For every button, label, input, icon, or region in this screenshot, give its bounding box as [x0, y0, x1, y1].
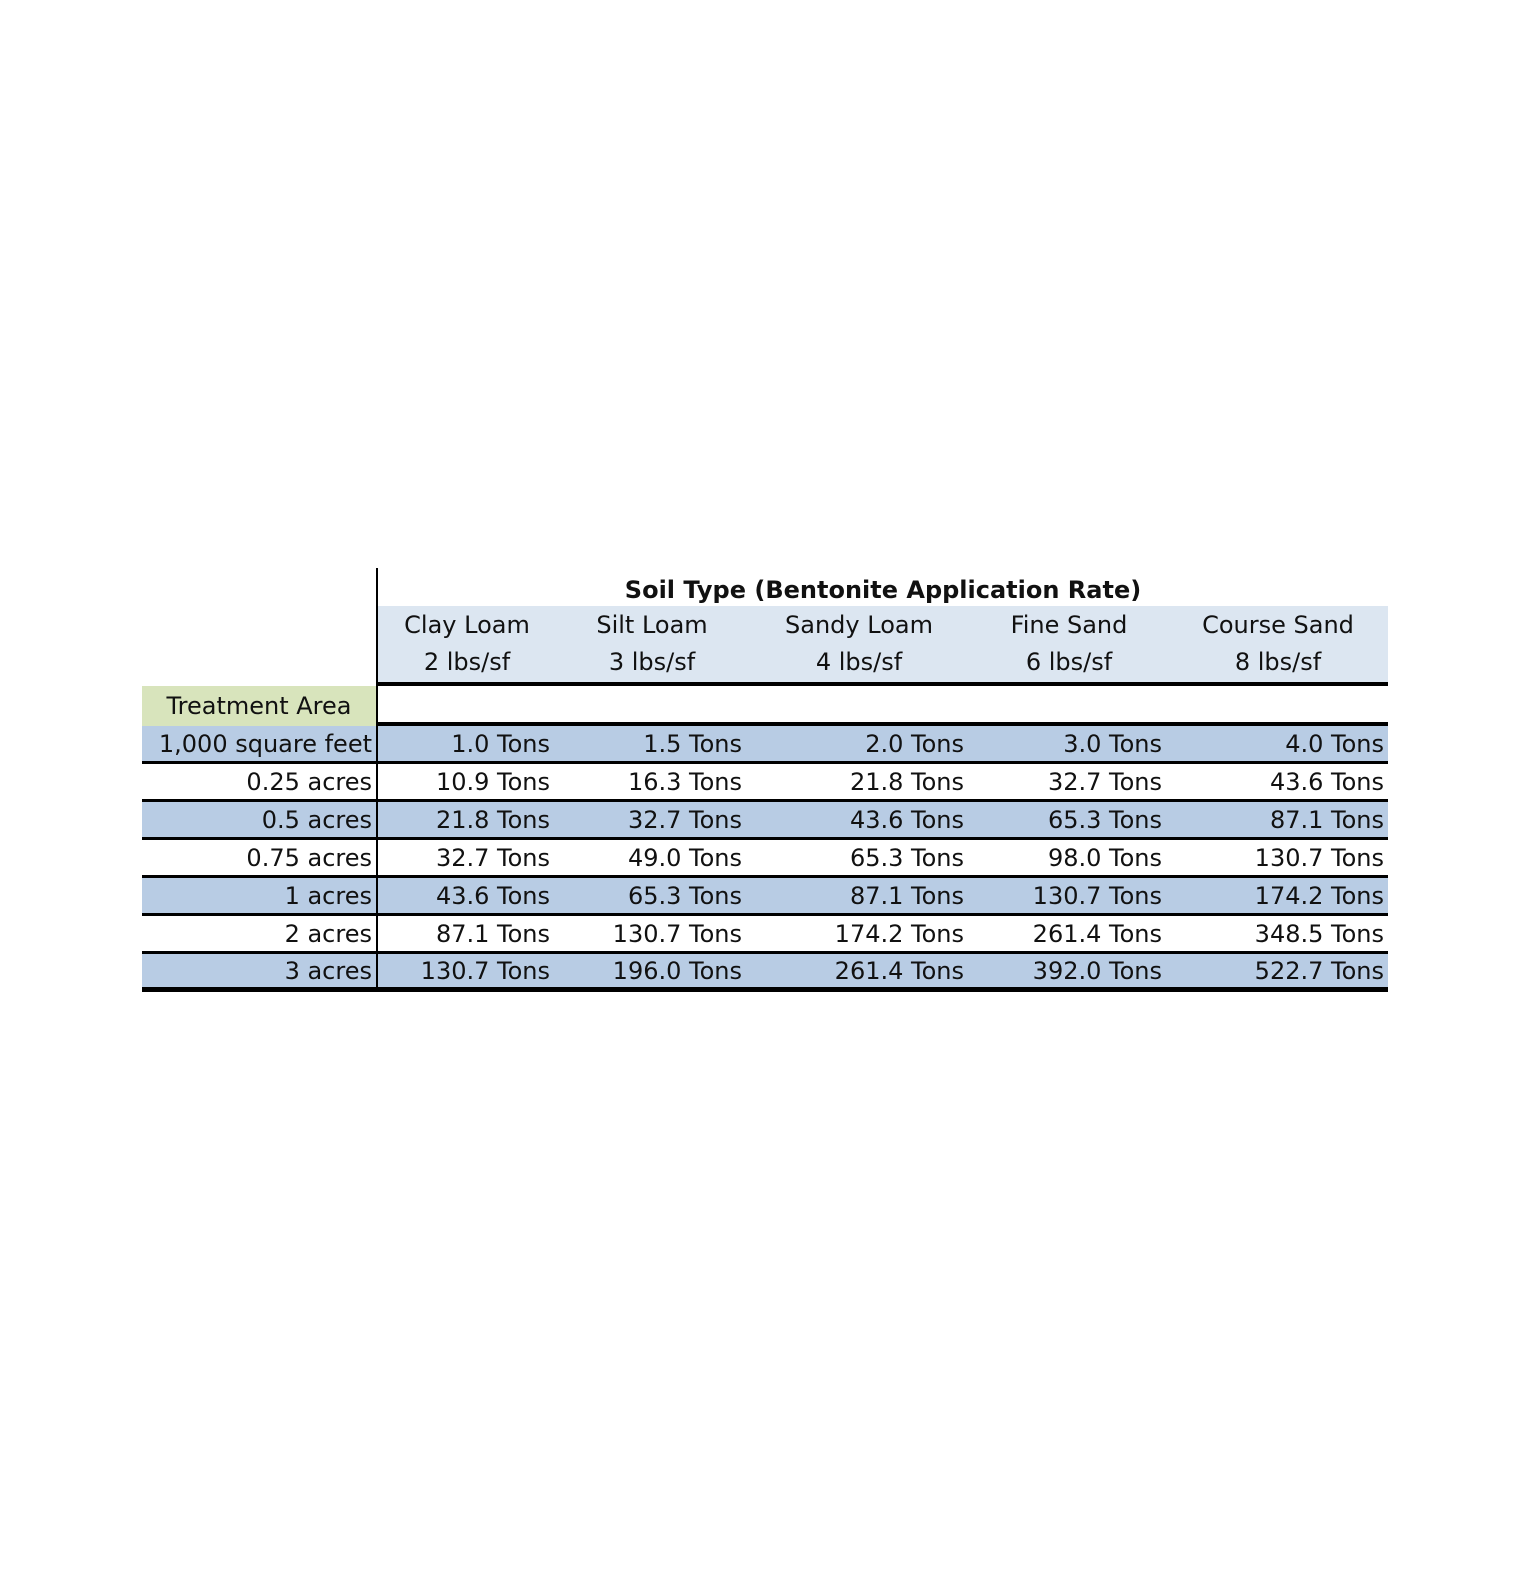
treatment-area-row — [142, 686, 1388, 726]
column-rate: 8 lbs/sf — [1234, 648, 1322, 676]
table-cell: 65.3 Tons — [1047, 805, 1162, 834]
area-label: 0.5 acres — [142, 802, 378, 837]
table-cell: 4.0 Tons — [1285, 729, 1384, 758]
table-cell: 43.6 Tons — [1269, 767, 1384, 796]
corner-blank — [142, 606, 378, 686]
table-cell: 43.6 Tons — [435, 881, 550, 910]
table-cell: 1.0 Tons — [451, 729, 550, 758]
column-header — [378, 606, 556, 682]
table-row — [142, 726, 1388, 764]
table-cell: 32.7 Tons — [435, 843, 550, 872]
table-cell: 1.5 Tons — [643, 729, 742, 758]
table-cell: 16.3 Tons — [627, 767, 742, 796]
column-header — [556, 606, 748, 682]
column-name: Clay Loam — [404, 611, 530, 639]
bentonite-rate-table — [142, 568, 1388, 992]
table-cell: 87.1 Tons — [849, 881, 964, 910]
soil-type-super-header: Soil Type (Bentonite Application Rate) — [624, 576, 1142, 604]
column-header — [970, 606, 1168, 682]
table-row — [142, 840, 1388, 878]
column-rate: 2 lbs/sf — [423, 648, 511, 676]
table-cell: 21.8 Tons — [435, 805, 550, 834]
table-row — [142, 878, 1388, 916]
column-name: Course Sand — [1202, 611, 1354, 639]
table-cell: 3.0 Tons — [1063, 729, 1162, 758]
super-header-row — [142, 568, 1388, 606]
column-rate: 6 lbs/sf — [1025, 648, 1113, 676]
table-cell: 130.7 Tons — [1032, 881, 1162, 910]
table-cell: 261.4 Tons — [1032, 919, 1162, 948]
area-label: 0.75 acres — [142, 840, 378, 875]
table-row — [142, 802, 1388, 840]
table-cell: 261.4 Tons — [834, 956, 964, 985]
table-cell: 10.9 Tons — [435, 767, 550, 796]
treatment-area-blank — [378, 686, 1388, 726]
table-cell: 87.1 Tons — [1269, 805, 1384, 834]
column-headers — [378, 606, 1388, 686]
table-row — [142, 954, 1388, 992]
table-cell: 98.0 Tons — [1047, 843, 1162, 872]
corner-blank — [142, 568, 378, 606]
table-cell: 2.0 Tons — [865, 729, 964, 758]
column-name: Sandy Loam — [785, 611, 933, 639]
area-label: 2 acres — [142, 916, 378, 951]
treatment-area-label: Treatment Area — [142, 686, 378, 726]
table-cell: 348.5 Tons — [1254, 919, 1384, 948]
table-cell: 522.7 Tons — [1254, 956, 1384, 985]
column-rate: 4 lbs/sf — [815, 648, 903, 676]
column-name: Silt Loam — [596, 611, 708, 639]
area-label: 0.25 acres — [142, 764, 378, 799]
table-cell: 43.6 Tons — [849, 805, 964, 834]
column-header — [1168, 606, 1388, 682]
table-cell: 196.0 Tons — [612, 956, 742, 985]
area-label: 3 acres — [142, 954, 378, 987]
table-cell: 65.3 Tons — [627, 881, 742, 910]
column-header-row — [142, 606, 1388, 686]
table-cell: 130.7 Tons — [612, 919, 742, 948]
column-name: Fine Sand — [1010, 611, 1128, 639]
table-row — [142, 916, 1388, 954]
table-cell: 32.7 Tons — [627, 805, 742, 834]
table-cell: 174.2 Tons — [1254, 881, 1384, 910]
table-cell: 21.8 Tons — [849, 767, 964, 796]
column-header — [748, 606, 970, 682]
table-cell: 130.7 Tons — [420, 956, 550, 985]
table-cell: 87.1 Tons — [435, 919, 550, 948]
table-cell: 130.7 Tons — [1254, 843, 1384, 872]
table-cell: 174.2 Tons — [834, 919, 964, 948]
table-cell: 392.0 Tons — [1032, 956, 1162, 985]
area-label: 1 acres — [142, 878, 378, 913]
table-cell: 65.3 Tons — [849, 843, 964, 872]
table-cell: 49.0 Tons — [627, 843, 742, 872]
area-label: 1,000 square feet — [142, 726, 378, 761]
table-cell: 32.7 Tons — [1047, 767, 1162, 796]
column-rate: 3 lbs/sf — [608, 648, 696, 676]
table-row — [142, 764, 1388, 802]
